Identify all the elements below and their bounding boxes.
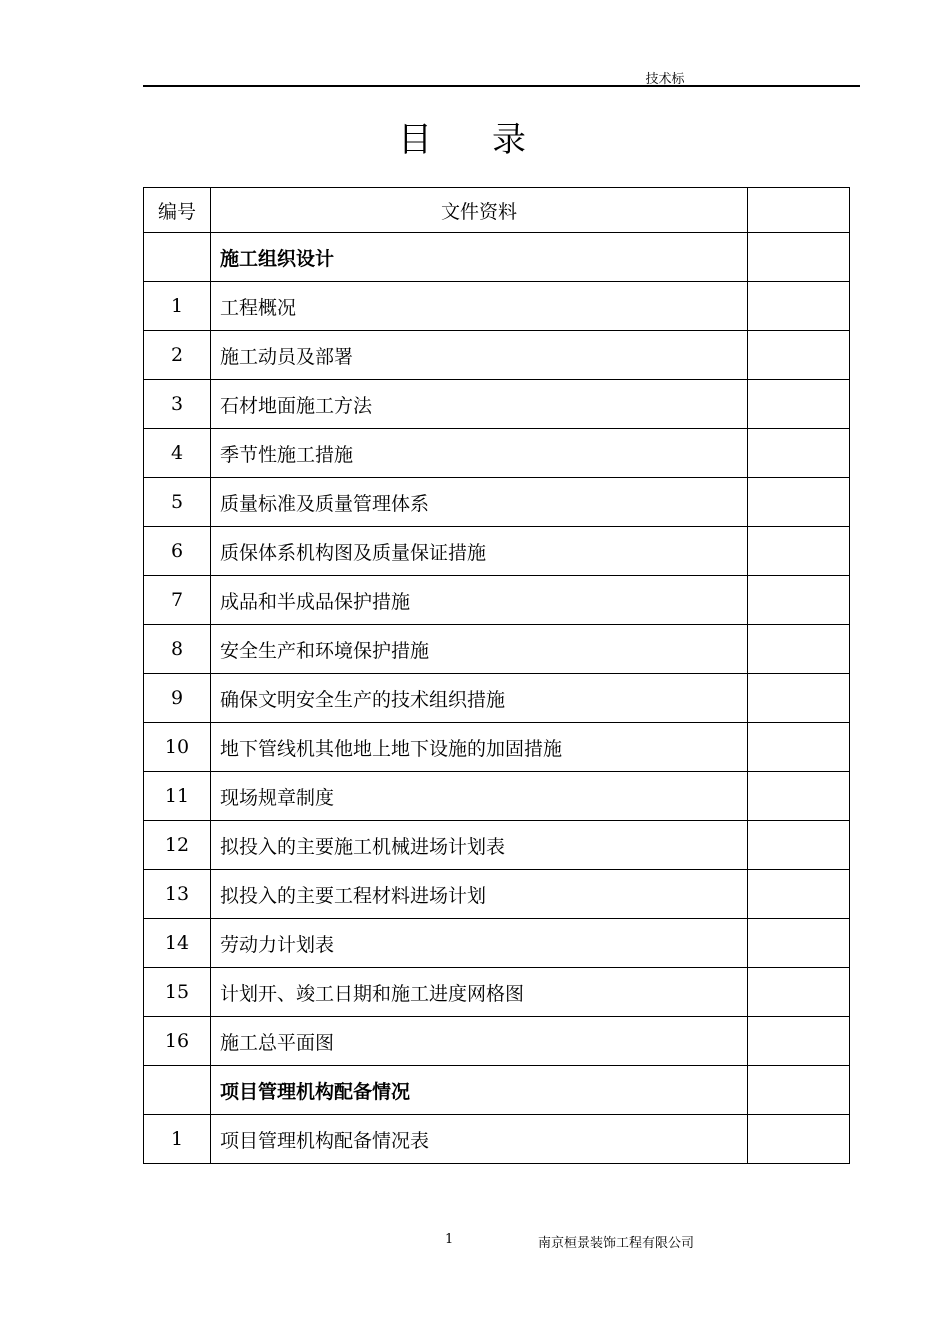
table-header-row — [144, 188, 850, 233]
row-extra-cell — [748, 968, 850, 1017]
table-row — [144, 772, 850, 821]
document-title: 石材地面施工方法 — [211, 380, 748, 429]
document-title: 成品和半成品保护措施 — [211, 576, 748, 625]
row-number: 1 — [144, 282, 211, 331]
column-header-num: 编号 — [144, 188, 211, 233]
row-number: 9 — [144, 674, 211, 723]
page-title: 目录 — [398, 120, 586, 160]
table-row — [144, 527, 850, 576]
row-number: 11 — [144, 772, 211, 821]
row-extra-cell — [748, 772, 850, 821]
document-title: 地下管线机其他地上地下设施的加固措施 — [211, 723, 748, 772]
document-title: 劳动力计划表 — [211, 919, 748, 968]
row-number: 2 — [144, 331, 211, 380]
row-extra-cell — [748, 233, 850, 282]
table-row — [144, 968, 850, 1017]
document-title: 质量标准及质量管理体系 — [211, 478, 748, 527]
table-row — [144, 674, 850, 723]
row-number: 3 — [144, 380, 211, 429]
section-row — [144, 1066, 850, 1115]
table-row — [144, 576, 850, 625]
row-number: 4 — [144, 429, 211, 478]
row-extra-cell — [748, 380, 850, 429]
row-number — [144, 233, 211, 282]
document-title: 现场规章制度 — [211, 772, 748, 821]
row-extra-cell — [748, 821, 850, 870]
row-number: 13 — [144, 870, 211, 919]
row-extra-cell — [748, 282, 850, 331]
row-number: 5 — [144, 478, 211, 527]
document-title: 质保体系机构图及质量保证措施 — [211, 527, 748, 576]
row-extra-cell — [748, 1115, 850, 1164]
column-header-extra — [748, 188, 850, 233]
row-extra-cell — [748, 429, 850, 478]
table-row — [144, 723, 850, 772]
section-title: 施工组织设计 — [211, 233, 748, 282]
row-extra-cell — [748, 723, 850, 772]
document-title: 拟投入的主要施工机械进场计划表 — [211, 821, 748, 870]
document-title: 季节性施工措施 — [211, 429, 748, 478]
row-extra-cell — [748, 331, 850, 380]
table-row — [144, 821, 850, 870]
document-title: 安全生产和环境保护措施 — [211, 625, 748, 674]
company-name: 南京桓景装饰工程有限公司 — [538, 1236, 695, 1251]
toc-table — [143, 187, 850, 1164]
table-row — [144, 870, 850, 919]
row-number: 16 — [144, 1017, 211, 1066]
row-number: 6 — [144, 527, 211, 576]
table-row — [144, 478, 850, 527]
row-extra-cell — [748, 674, 850, 723]
row-extra-cell — [748, 1017, 850, 1066]
table-row — [144, 282, 850, 331]
row-extra-cell — [748, 576, 850, 625]
table-row — [144, 919, 850, 968]
row-extra-cell — [748, 527, 850, 576]
row-number: 12 — [144, 821, 211, 870]
row-number: 10 — [144, 723, 211, 772]
table-row — [144, 380, 850, 429]
header-rule — [143, 85, 860, 87]
document-title: 施工总平面图 — [211, 1017, 748, 1066]
column-header-doc: 文件资料 — [211, 188, 748, 233]
table-row — [144, 331, 850, 380]
document-title: 施工动员及部署 — [211, 331, 748, 380]
row-number: 1 — [144, 1115, 211, 1164]
document-title: 工程概况 — [211, 282, 748, 331]
row-extra-cell — [748, 870, 850, 919]
header-label: 技术标 — [645, 72, 685, 87]
document-title: 计划开、竣工日期和施工进度网格图 — [211, 968, 748, 1017]
row-extra-cell — [748, 625, 850, 674]
document-title: 项目管理机构配备情况表 — [211, 1115, 748, 1164]
document-title: 确保文明安全生产的技术组织措施 — [211, 674, 748, 723]
row-extra-cell — [748, 1066, 850, 1115]
row-number: 7 — [144, 576, 211, 625]
row-number: 14 — [144, 919, 211, 968]
row-extra-cell — [748, 919, 850, 968]
row-number: 8 — [144, 625, 211, 674]
table-row — [144, 625, 850, 674]
table-row — [144, 1115, 850, 1164]
row-number — [144, 1066, 211, 1115]
document-title: 拟投入的主要工程材料进场计划 — [211, 870, 748, 919]
table-row — [144, 1017, 850, 1066]
section-row — [144, 233, 850, 282]
row-extra-cell — [748, 478, 850, 527]
section-title: 项目管理机构配备情况 — [211, 1066, 748, 1115]
table-row — [144, 429, 850, 478]
page-number: 1 — [445, 1232, 454, 1247]
row-number: 15 — [144, 968, 211, 1017]
